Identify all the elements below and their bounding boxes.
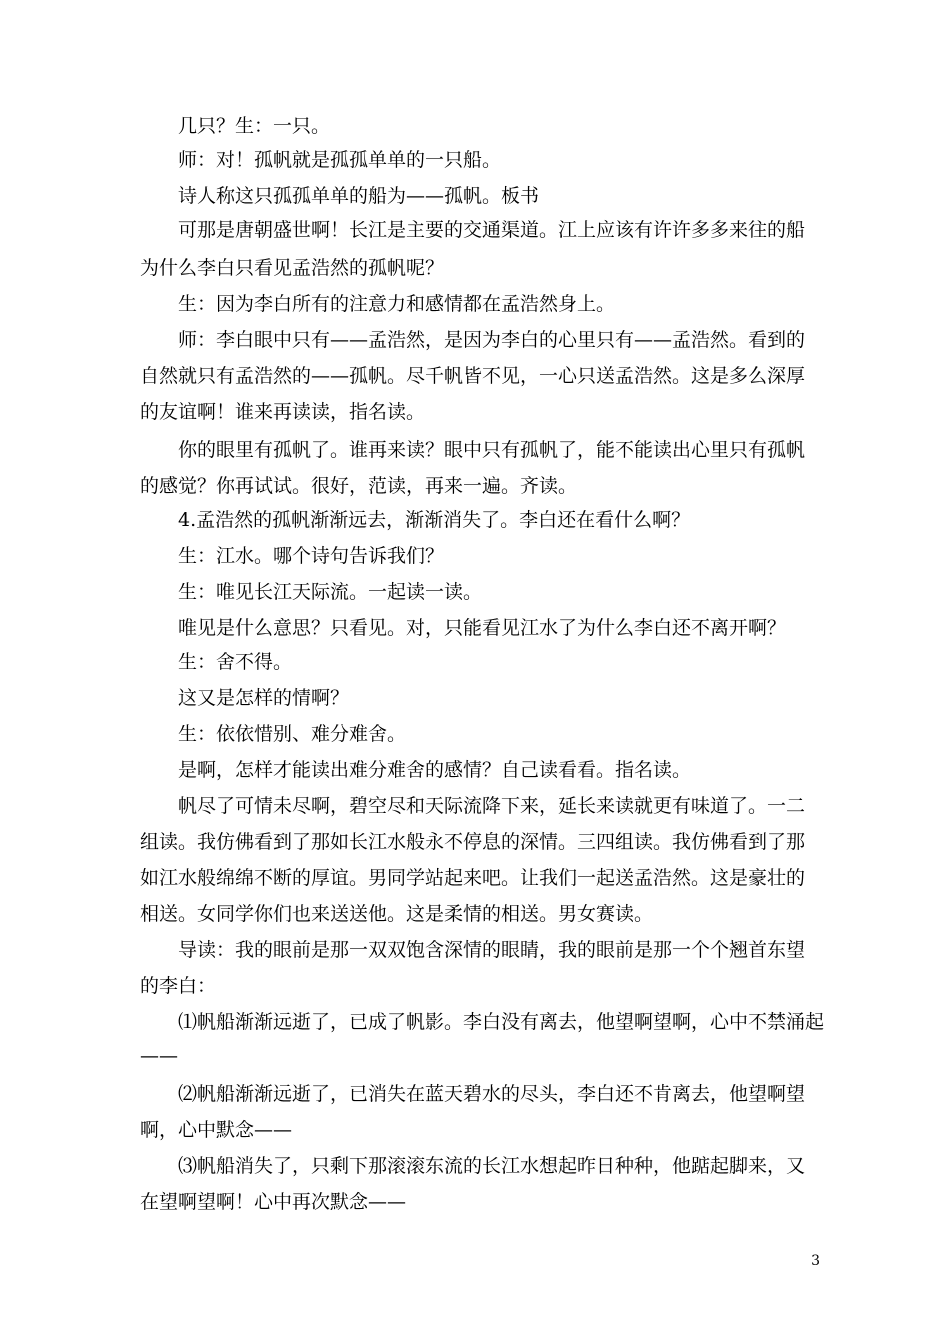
text-line: 这又是怎样的情啊？: [178, 687, 350, 709]
text-line: 为什么李白只看见孟浩然的孤帆呢？: [140, 257, 445, 279]
text-line: 生：江水。哪个诗句告诉我们？: [178, 545, 445, 567]
text-line: 的李白：: [140, 975, 217, 997]
text-line: 生：因为李白所有的注意力和感情都在孟浩然身上。: [178, 293, 616, 315]
text-line: 诗人称这只孤孤单单的船为——孤帆。板书: [178, 185, 540, 207]
text-line: 如江水般绵绵不断的厚谊。男同学站起来吧。让我们一起送孟浩然。这是豪壮的: [140, 867, 806, 889]
text-line: 生：舍不得。: [178, 651, 293, 673]
text-line: 的感觉？你再试试。很好，范读，再来一遍。齐读。: [140, 475, 578, 497]
text-line: 你的眼里有孤帆了。谁再来读？眼中只有孤帆了，能不能读出心里只有孤帆: [178, 439, 806, 461]
text-line: 生：唯见长江天际流。一起读一读。: [178, 581, 483, 603]
text-line: 唯见是什么意思？只看见。对，只能看见江水了为什么李白还不离开啊？: [178, 617, 787, 639]
text-line: 生：依依惜别、难分难舍。: [178, 723, 407, 745]
text-line: 可那是唐朝盛世啊！长江是主要的交通渠道。江上应该有许许多多来往的船: [178, 219, 806, 241]
text-line: 自然就只有孟浩然的——孤帆。尽千帆皆不见，一心只送孟浩然。这是多么深厚: [140, 365, 806, 387]
text-line: ⑴帆船渐渐远逝了，已成了帆影。李白没有离去，他望啊望啊，心中不禁涌起: [178, 1011, 825, 1033]
text-line: 帆尽了可情未尽啊，碧空尽和天际流降下来，延长来读就更有味道了。一二: [178, 795, 806, 817]
text-line: ⑵帆船渐渐远逝了，已消失在蓝天碧水的尽头，李白还不肯离去，他望啊望: [178, 1083, 806, 1105]
text-line: 导读：我的眼前是那一双双饱含深情的眼睛，我的眼前是那一个个翘首东望: [178, 939, 806, 961]
text-line: 的友谊啊！谁来再读读，指名读。: [140, 401, 426, 423]
page-number: 3: [811, 1253, 820, 1269]
text-line: 在望啊望啊！心中再次默念——: [140, 1191, 407, 1213]
text-line: 几只？生：一只。: [178, 115, 331, 137]
text-line: ——: [140, 1045, 178, 1067]
text-line: 啊，心中默念——: [140, 1119, 293, 1141]
text-line: 师：李白眼中只有——孟浩然，是因为李白的心里只有——孟浩然。看到的: [178, 329, 806, 351]
text-line: 组读。我仿佛看到了那如长江水般永不停息的深情。三四组读。我仿佛看到了那: [140, 831, 806, 853]
text-line: ⑶帆船消失了，只剩下那滚滚东流的长江水想起昨日种种，他踮起脚来，又: [178, 1155, 806, 1177]
text-line: 师：对！孤帆就是孤孤单单的一只船。: [178, 149, 502, 171]
text-line: 是啊，怎样才能读出难分难舍的感情？自己读看看。指名读。: [178, 759, 692, 781]
text-line: 4.孟浩然的孤帆渐渐远去，渐渐消失了。李白还在看什么啊？: [178, 509, 691, 531]
text-line: 相送。女同学你们也来送送他。这是柔情的相送。男女赛读。: [140, 903, 654, 925]
